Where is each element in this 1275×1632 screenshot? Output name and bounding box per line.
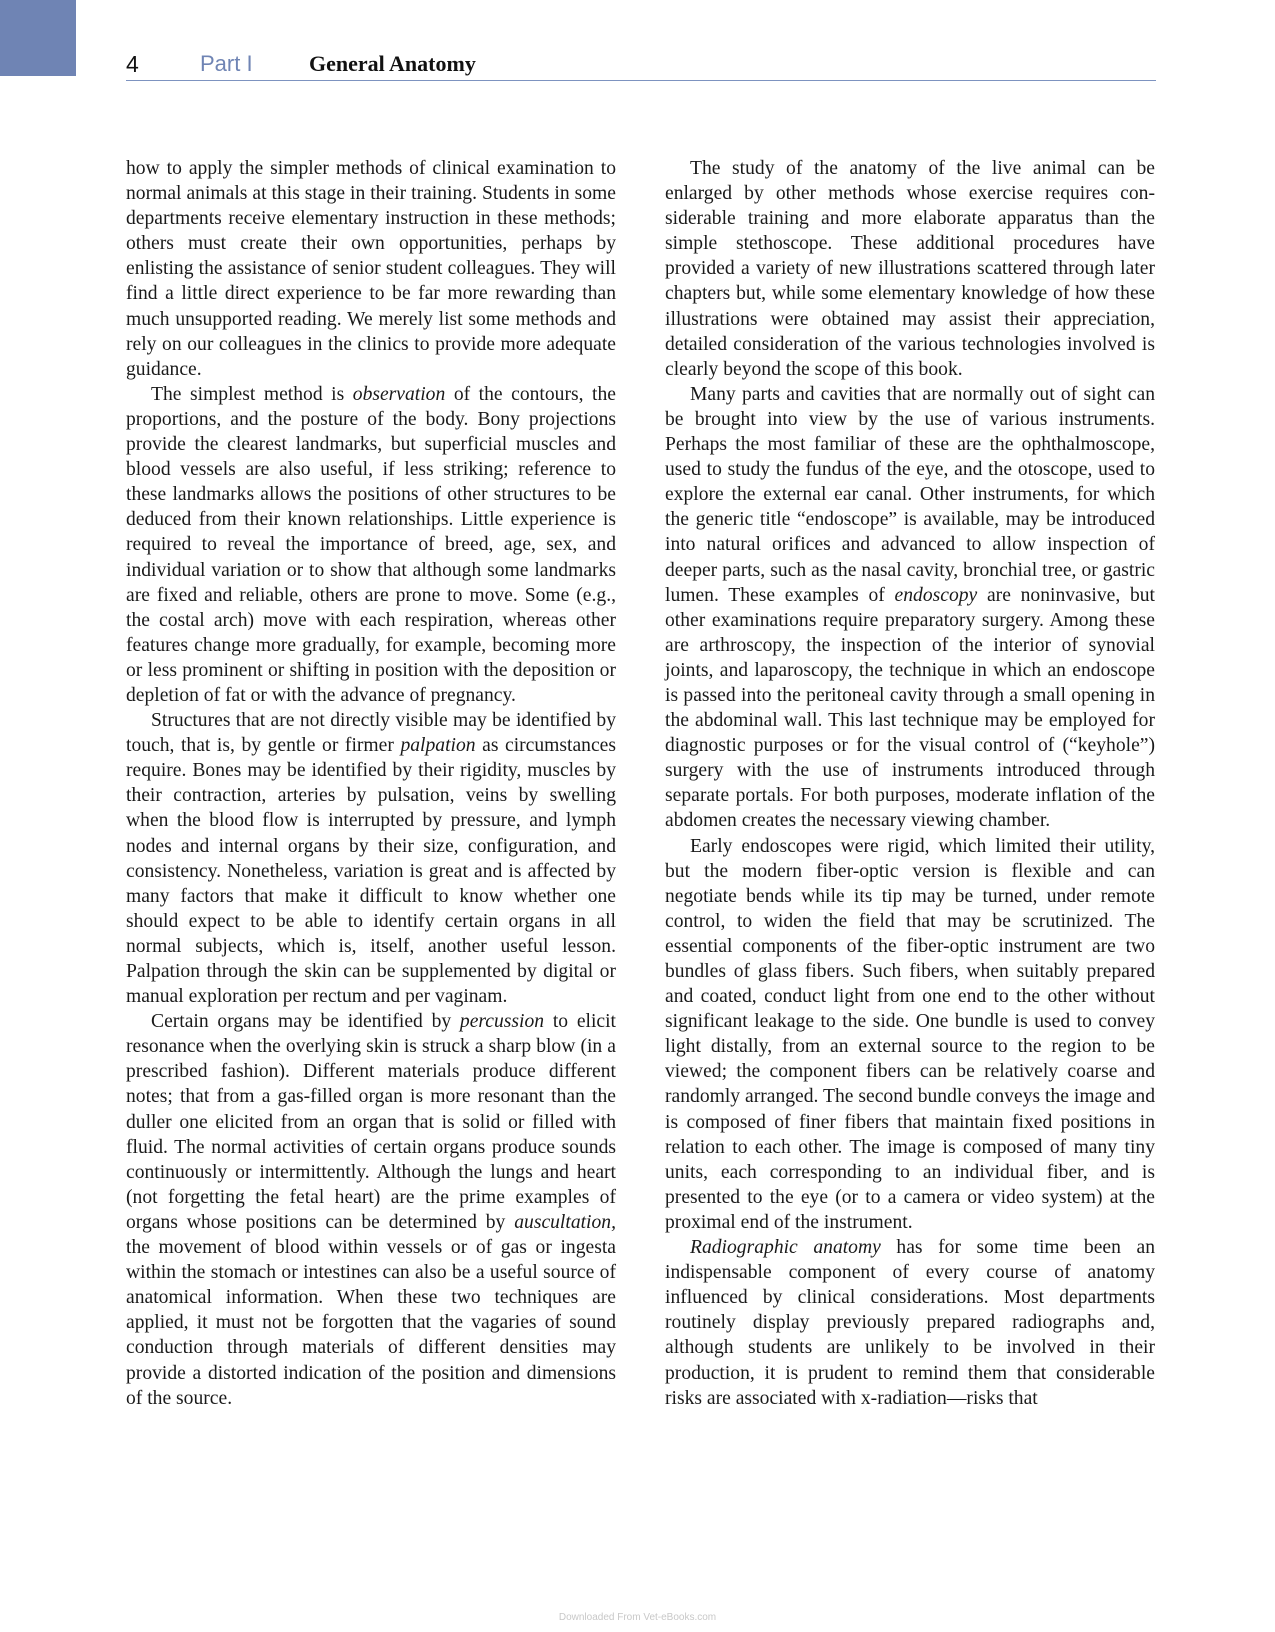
paragraph-text: Certain organs may be identified by (151, 1011, 460, 1033)
running-header (126, 50, 1156, 81)
paragraph-text: to elicit resonance when the overlying skin is struck a sharp blow (in a prescribed fashion). Different materials produce different notes; that from a gas-filled organ is more resonant than the duller one elicited from an organ that is solid or filled with fluid. The normal activities of certain organs produce sounds continuously or intermittently. Although the lungs and heart (not forgetting the fetal heart) are the prime examples of organs whose positions can be determined by (126, 1011, 616, 1233)
paragraph-text: Early endoscopes were rigid, which limited their utility, but the modern fiber-optic version is flexible and can negotiate bends while its tip may be turned, under remote control, to widen the field that may be scrutinized. The essential components of the fiber-optic instrument are two bundles of glass fibers. Such fibers, when suitably prepared and coated, conduct light from one end to the other without significant leakage to the side. One bundle is used to convey light distally, from an external source to the region to be viewed; the component fibers can be relatively coarse and randomly arranged. The second bundle conveys the image and is composed of finer fibers that maintain fixed positions in relation to each other. The image is composed of many tiny units, each corresponding to an individual fiber, and is presented to the eye (or to a camera or video system) at the proximal end of the instrument. (665, 835, 1155, 1233)
chapter-title: General Anatomy (309, 51, 476, 76)
paragraph-text: how to apply the simpler methods of clinical examination to normal animals at this stage in their training. Students in some departments receive elementary instruction in these methods; others must create their own opportunities, perhaps by enlisting the assistance of senior student colleagues. They will find a little direct experience to be far more rewarding than much unsupported reading. We merely list some methods and rely on our colleagues in the clinics to provide more adequate guidance. (126, 158, 616, 380)
corner-color-block (0, 0, 76, 76)
paragraph-text: the movement of blood within vessels or of gas or ingesta within the stomach or intestines can also be a useful source of anatomical information. When these two techniques are applied, it must not be forgotten that the vagaries of sound conduction through materials of different densities may provide a distorted indication of the position and dimensions of the source. (126, 1237, 616, 1409)
paragraph-text: as circumstances require. Bones may be identified by their rigidity, muscles by their contraction, arteries by pulsation, veins by swelling when the blood flow is interrupted by pressure, and lymph nodes and internal organs by their size, configuration, and consistency. Nonetheless, variation is great and is affected by many factors that make it difficult to know whether one should expect to be able to identify certain organs in all normal subjects, which is, itself, another useful lesson. Palpation through the skin can be supplemented by digital or manual exploration per rectum and per vaginam. (126, 735, 616, 1008)
part-label: Part I (200, 51, 253, 76)
paragraph (665, 382, 1155, 834)
paragraph (665, 1235, 1155, 1411)
page-number: 4 (126, 51, 139, 77)
paragraph (126, 708, 616, 1009)
paragraph-text: The simplest method is (151, 383, 353, 405)
paragraph (126, 382, 616, 708)
paragraph-text: Many parts and cavities that are normally out of sight can be brought into view by the use of various instruments. Perhaps the most familiar of these are the ophthalmoscope, used to study the fundus of the eye, and the otoscope, used to explore the external ear canal. Other instruments, for which the generic title “endoscope” is available, may be introduced into natural orifices and advanced to allow inspection of deeper parts, such as the nasal cavity, bronchial tree, or gastric lumen. These examples of (665, 383, 1155, 606)
paragraph-text: are noninvasive, but other examinations require preparatory surgery. Among these are arthroscopy, the inspection of the interior of synovial joints, and laparoscopy, the technique in which an endoscope is passed into the peritoneal cavity through a small opening in the abdominal wall. This last technique may be employed for diagnostic purposes or for the visual control of (“keyhole”) surgery with the use of instruments introduced through separate portals. For both purposes, moderate inflation of the abdomen creates the necessary viewing chamber. (665, 584, 1155, 832)
right-column (665, 156, 1155, 1411)
emphasis-term: palpation (400, 735, 476, 757)
paragraph (665, 156, 1155, 382)
paragraph (126, 1009, 616, 1411)
paragraph-text: has for some time been an indispensable component of every course of anatomy influenced by clinical considerations. Most departments routinely display previously prepared radiographs and, although students are unlikely to be involved in their production, it is prudent to remind them that considerable risks are associated with x-radiation—risks that (665, 1237, 1155, 1409)
emphasis-term: Radiographic anatomy (690, 1237, 881, 1259)
emphasis-term: auscultation, (514, 1211, 616, 1233)
left-column (126, 156, 616, 1411)
paragraph (665, 834, 1155, 1236)
paragraph-text: The study of the anatomy of the live animal can be enlarged by other methods whose exercise requires considerable training and more elaborate apparatus than the simple stethoscope. These additional procedures have provided a variety of new illustrations scattered through later chapters but, while some elementary knowledge of how these illustrations were obtained may assist their appreciation, detailed consideration of the various technologies involved is clearly beyond the scope of this book. (665, 158, 1155, 380)
paragraph-text: of the contours, the proportions, and the posture of the body. Bony projections provide the clearest landmarks, but superficial muscles and blood vessels are also useful, if less striking; reference to these landmarks allows the positions of other structures to be deduced from their known relationships. Little experience is required to reveal the importance of breed, age, sex, and individual variation or to show that although some landmarks are fixed and reliable, others are prone to move. Some (e.g., the costal arch) move with each respiration, whereas other features change more gradually, for example, becoming more or less prominent or shifting in position with the deposition or depletion of fat or with the advance of pregnancy. (126, 383, 616, 706)
footer-watermark: Downloaded From Vet-eBooks.com (558, 1612, 717, 1623)
emphasis-term: endoscopy (894, 584, 978, 606)
paragraph-text: Structures that are not directly visible may be identified by touch, that is, by gentle or firmer (126, 710, 616, 757)
emphasis-term: observation (352, 383, 446, 405)
emphasis-term: percussion (459, 1011, 545, 1033)
paragraph (126, 156, 616, 382)
